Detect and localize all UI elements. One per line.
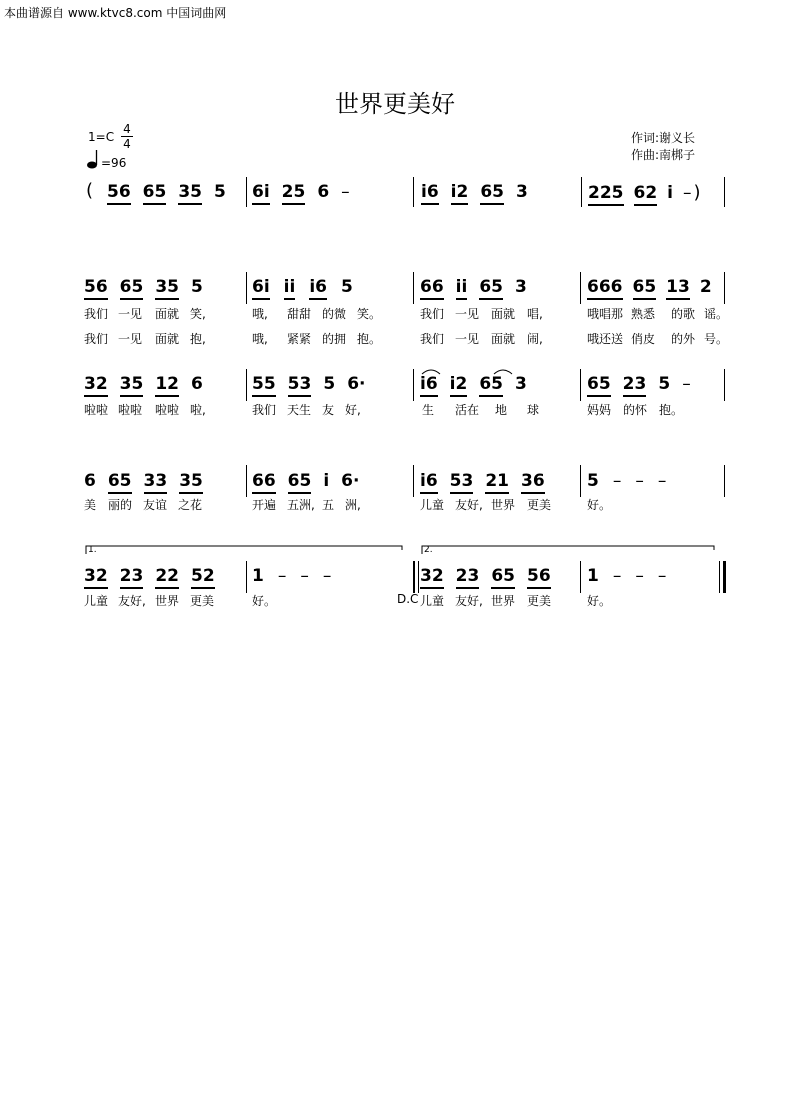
note-group: – (341, 182, 350, 202)
lyric-r4-k: 世界 (491, 498, 516, 512)
lyric-r3-d: 啦, (190, 403, 206, 417)
barline (724, 465, 725, 497)
note-group: 3 (514, 374, 527, 394)
final-barline-thin (719, 561, 720, 593)
notes-r3-m2 (252, 374, 365, 394)
note-group: 1 (252, 566, 264, 586)
lyric-r5-c: 世界 (155, 594, 180, 608)
notes-r3-m1 (84, 374, 203, 394)
lyric-r5-f: 儿童 (420, 594, 445, 608)
lyric-r3-h: 好, (345, 403, 361, 417)
notes-r1-m1 (107, 182, 226, 202)
note-group: 66 (420, 277, 444, 300)
note-group: 56 (527, 566, 551, 589)
note-group: 35 (179, 471, 203, 494)
lyric-r2-1e: 哦, (252, 307, 268, 321)
lyric-r3-g: 友 (322, 403, 335, 417)
lyric-r4-m: 好。 (587, 498, 612, 512)
lyric-r2-2p: 号。 (704, 332, 729, 346)
lyric-r2-2j: 一见 (455, 332, 480, 346)
note-group: 6 (84, 471, 96, 491)
note-group: 23 (623, 374, 647, 397)
note-group: 225 (588, 183, 624, 206)
note-group: 65 (480, 182, 504, 205)
note-group: – (635, 471, 644, 491)
note-group: 53 (288, 374, 312, 397)
lyric-r3-e: 我们 (252, 403, 277, 417)
note-group: i2 (450, 374, 468, 397)
lyric-r3-m: 妈妈 (587, 403, 612, 417)
note-group: – (300, 566, 309, 586)
dc-mark: D.C (397, 592, 419, 606)
note-group: ii (284, 277, 296, 300)
notes-r4-m4 (587, 471, 666, 491)
lyric-r2-1n: 熟悉 (631, 307, 656, 321)
notes-r3-m4 (587, 374, 691, 394)
lyric-r4-e: 开遍 (252, 498, 277, 512)
lyric-r4-h: 洲, (345, 498, 361, 512)
barline (413, 465, 414, 497)
notes-r2-m3 (420, 277, 527, 297)
lyric-r5-d: 更美 (190, 594, 215, 608)
note-group: 56 (84, 277, 108, 300)
song-title: 世界更美好 (335, 90, 455, 118)
note-group: 65 (143, 182, 167, 205)
barline (580, 561, 581, 593)
lyric-r2-2k: 面就 (491, 332, 516, 346)
note-group: i (667, 183, 673, 203)
lyric-r4-g: 五 (322, 498, 335, 512)
lyricist-credit: 作词:谢义长 (631, 131, 696, 145)
barline (724, 369, 725, 401)
note-group: – (657, 566, 667, 586)
lyric-r5-j: 好。 (587, 594, 612, 608)
note-group: i6 (309, 277, 327, 300)
notes-r5-m1 (84, 566, 215, 586)
note-group: 52 (191, 566, 215, 589)
lyric-r2-2n: 俏皮 (631, 332, 656, 346)
note-group: 23 (456, 566, 480, 589)
lyric-r2-1f: 甜甜 (287, 307, 312, 321)
lyric-r2-1a: 我们 (84, 307, 109, 321)
lyric-r3-c: 啦啦 (155, 403, 180, 417)
note-group: – (635, 566, 644, 586)
lyric-r5-g: 友好, (455, 594, 483, 608)
slur-marks (420, 366, 670, 376)
note-group: – (683, 183, 692, 203)
lyric-r2-2g: 的拥 (322, 332, 347, 346)
note-group: – (612, 566, 622, 586)
source-header: 本曲谱源自 www.ktvc8.com 中国词曲网 (4, 6, 227, 20)
note-group: 65 (288, 471, 312, 494)
barline (246, 272, 247, 304)
note-group: – (682, 374, 691, 394)
note-group: 22 (155, 566, 179, 589)
lyric-r2-2e: 哦, (252, 332, 268, 346)
note-group: 5 (587, 471, 599, 491)
barline (246, 465, 247, 497)
note-group: – (322, 566, 332, 586)
note-group: 25 (282, 182, 306, 205)
note-group: 5 (323, 374, 336, 394)
final-barline-thick (723, 561, 726, 593)
lyric-r5-a: 儿童 (84, 594, 109, 608)
notes-r2-m1 (84, 277, 203, 297)
lyric-r2-1c: 面就 (155, 307, 180, 321)
note-group: ii (456, 277, 468, 300)
note-group: 62 (634, 183, 658, 206)
note-group: 6 (317, 182, 330, 202)
barline (418, 561, 419, 593)
volta-brackets (84, 540, 724, 556)
lyric-r4-f: 五洲, (287, 498, 315, 512)
barline (246, 369, 247, 401)
lyric-r2-1j: 一见 (455, 307, 480, 321)
note-group: 2 (699, 277, 712, 297)
notes-r2-m2 (252, 277, 353, 297)
note-group: i6 (420, 374, 438, 397)
note-group: – (612, 471, 622, 491)
time-signature-top: 4 (123, 122, 131, 136)
note-group: 6· (347, 374, 366, 394)
lyric-r3-o: 抱。 (659, 403, 684, 417)
lyric-r3-n: 的怀 (623, 403, 648, 417)
barline (724, 177, 725, 207)
double-barline (413, 561, 415, 593)
note-group: 65 (587, 374, 611, 397)
lyric-r3-f: 天生 (287, 403, 312, 417)
note-group: 6· (341, 471, 360, 491)
note-group: 3 (515, 277, 527, 297)
note-group: 65 (479, 374, 503, 397)
note-group: 666 (587, 277, 623, 300)
lyric-r4-d: 之花 (178, 498, 203, 512)
note-group: 65 (120, 277, 144, 300)
notes-r4-m1 (84, 471, 203, 491)
note-group: 55 (252, 374, 276, 397)
note-group: – (657, 471, 667, 491)
lyric-r2-2b: 一见 (118, 332, 143, 346)
time-signature-bottom: 4 (121, 136, 133, 151)
note-group: 35 (155, 277, 179, 300)
note-group: 32 (84, 566, 108, 589)
lyric-r2-1h: 笑。 (357, 307, 382, 321)
lyric-r3-a: 啦啦 (84, 403, 109, 417)
lyric-r3-b: 啦啦 (118, 403, 143, 417)
notes-r5-m2 (252, 566, 331, 586)
barline (246, 561, 247, 593)
close-paren: ) (693, 182, 701, 203)
lyric-r2-1i: 我们 (420, 307, 445, 321)
key-signature: 1=C (88, 130, 115, 144)
note-group: 1 (587, 566, 599, 586)
notes-r4-m2 (252, 471, 359, 491)
note-group: – (277, 566, 287, 586)
note-group: 6i (252, 182, 270, 205)
note-group: 65 (491, 566, 515, 589)
open-paren: ( (86, 180, 94, 201)
note-group: 13 (666, 277, 690, 300)
lyric-r2-2c: 面就 (155, 332, 180, 346)
lyric-r5-e: 好。 (252, 594, 277, 608)
lyric-r4-b: 丽的 (108, 498, 133, 512)
lyric-r4-i: 儿童 (420, 498, 445, 512)
note-group: i (323, 471, 330, 491)
note-group: 3 (515, 182, 528, 202)
note-group: 32 (84, 374, 108, 397)
lyric-r2-2i: 我们 (420, 332, 445, 346)
lyric-r5-b: 友好, (118, 594, 146, 608)
lyric-r2-2f: 紧紧 (287, 332, 312, 346)
lyric-r2-2a: 我们 (84, 332, 109, 346)
lyric-r2-1b: 一见 (118, 307, 143, 321)
lyric-r2-1d: 笑, (190, 307, 206, 321)
lyric-r4-a: 美 (84, 498, 97, 512)
lyric-r2-1l: 唱, (527, 307, 543, 321)
note-group: i6 (421, 182, 439, 205)
barline (581, 177, 582, 207)
barline (413, 177, 414, 207)
lyric-r2-2o: 的外 (671, 332, 696, 346)
note-group: 65 (633, 277, 657, 300)
lyric-r2-1k: 面就 (491, 307, 516, 321)
notes-r5-m4 (587, 566, 666, 586)
notes-r3-m3 (420, 374, 527, 394)
notes-r5-m3 (420, 566, 551, 586)
note-group: 23 (120, 566, 144, 589)
note-group: 5 (191, 277, 203, 297)
barline (246, 177, 247, 207)
barline (724, 272, 725, 304)
lyric-r2-1o: 的歌 (671, 307, 696, 321)
note-group: i2 (451, 182, 469, 205)
note-group: 65 (479, 277, 503, 300)
volta-1-label: 1. (88, 545, 97, 555)
note-group: 21 (485, 471, 509, 494)
lyric-r2-2h: 抱。 (357, 332, 382, 346)
composer-credit: 作曲:南梆子 (631, 148, 696, 162)
note-group: 5 (214, 182, 226, 202)
note-group: i6 (420, 471, 438, 494)
notes-r1-m3 (421, 182, 528, 202)
lyric-r3-k: 地 (495, 403, 508, 417)
note-group: 32 (420, 566, 444, 589)
note-group: 6i (252, 277, 270, 300)
volta-2-label: 2. (424, 545, 433, 555)
lyric-r2-1p: 谣。 (704, 307, 729, 321)
note-group: 36 (521, 471, 545, 494)
lyric-r2-2m: 哦还送 (587, 332, 624, 346)
lyric-r5-h: 世界 (491, 594, 516, 608)
lyric-r2-1g: 的微 (322, 307, 347, 321)
lyric-r3-j: 活在 (455, 403, 480, 417)
note-group: 5 (340, 277, 353, 297)
note-group: 56 (107, 182, 131, 205)
notes-r1-m4 (588, 182, 701, 203)
notes-r1-m2 (252, 182, 350, 202)
notes-r2-m4 (587, 277, 712, 297)
note-group: 12 (155, 374, 179, 397)
lyric-r2-1m: 哦唱那 (587, 307, 624, 321)
barline (413, 369, 414, 401)
note-group: 35 (178, 182, 202, 205)
lyric-r2-2l: 闹, (527, 332, 543, 346)
lyric-r4-l: 更美 (527, 498, 552, 512)
tempo-mark: =96 (101, 156, 127, 170)
lyric-r2-2d: 抱, (190, 332, 206, 346)
barline (413, 272, 414, 304)
lyric-r3-l: 球 (527, 403, 540, 417)
lyric-r5-i: 更美 (527, 594, 552, 608)
note-group: 6 (191, 374, 203, 394)
lyric-r3-i: 生 (422, 403, 435, 417)
note-group: 66 (252, 471, 276, 494)
barline (580, 272, 581, 304)
note-group: 65 (108, 471, 132, 494)
barline (580, 465, 581, 497)
note-group: 5 (658, 374, 671, 394)
lyric-r4-j: 友好, (455, 498, 483, 512)
note-group: 33 (144, 471, 168, 494)
note-group: 53 (450, 471, 474, 494)
lyric-r4-c: 友谊 (143, 498, 168, 512)
notes-r4-m3 (420, 471, 545, 491)
note-group: 35 (120, 374, 144, 397)
time-signature (121, 122, 133, 151)
